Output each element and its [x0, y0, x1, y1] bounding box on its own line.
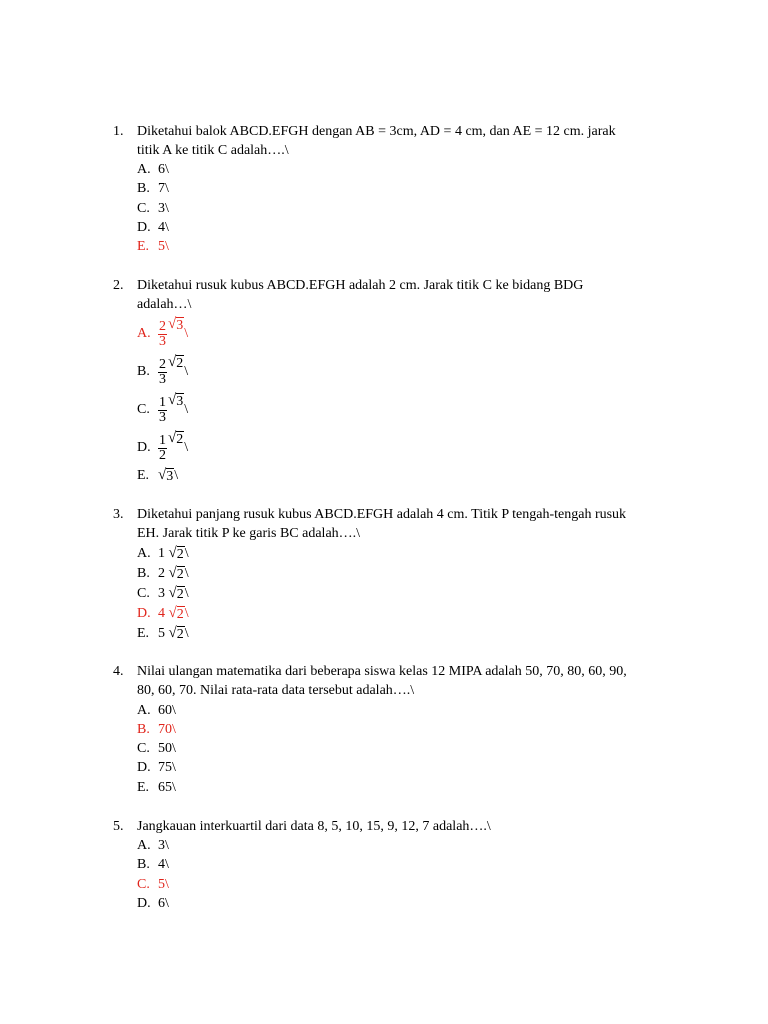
option-value — [158, 315, 188, 353]
option-letter: C. — [137, 402, 150, 417]
radicand: 3 — [176, 318, 184, 333]
radicand: 2 — [176, 547, 184, 562]
square-root — [168, 429, 184, 467]
option-b — [0, 179, 768, 199]
option-letter: B. — [137, 857, 150, 872]
option-letter: B. — [137, 566, 150, 581]
radical-sign-icon: √ — [168, 565, 177, 581]
square-root — [169, 584, 185, 604]
option-value: 75\ — [158, 760, 176, 775]
option-c — [0, 584, 768, 604]
option-e — [0, 466, 768, 486]
option-value: 4\ — [158, 857, 169, 872]
option-letter: E. — [137, 239, 150, 254]
square-root — [169, 564, 185, 584]
question-number: 3. — [113, 507, 124, 522]
option-a — [0, 544, 768, 564]
option-e — [0, 778, 768, 798]
radical-sign-icon: √ — [168, 545, 177, 561]
option-a — [0, 836, 768, 856]
option-value — [158, 466, 178, 486]
radicand: 2 — [176, 567, 184, 582]
option-tail: \ — [174, 468, 179, 484]
square-root — [169, 544, 185, 564]
option-b-correct — [0, 720, 768, 740]
option-letter: D. — [137, 220, 151, 235]
coefficient: 2 — [158, 566, 165, 582]
option-letter: A. — [137, 326, 151, 341]
option-letter: C. — [137, 741, 150, 756]
option-letter: C. — [137, 877, 150, 892]
fraction-denominator: 3 — [159, 409, 166, 425]
option-tail: \ — [184, 364, 189, 379]
coefficient: 4 — [158, 606, 165, 622]
option-tail: \ — [184, 586, 189, 602]
fraction-numerator: 1 — [159, 394, 166, 410]
fraction — [158, 320, 167, 349]
option-value: 3\ — [158, 201, 169, 216]
option-value — [158, 624, 189, 644]
option-c — [0, 199, 768, 219]
option-letter: E. — [137, 780, 150, 795]
fraction-numerator: 2 — [159, 356, 166, 372]
option-letter: B. — [137, 364, 150, 379]
question-number: 2. — [113, 278, 124, 293]
fraction-denominator: 3 — [159, 371, 166, 387]
radical-sign-icon: √ — [158, 467, 167, 483]
option-letter: A. — [137, 703, 151, 718]
option-value: 4\ — [158, 220, 169, 235]
radical-sign-icon: √ — [168, 392, 177, 408]
radical-sign-icon: √ — [168, 625, 177, 641]
option-b — [0, 353, 768, 391]
option-value — [158, 564, 189, 584]
option-letter: A. — [137, 546, 151, 561]
square-root — [169, 604, 185, 624]
radicand: 2 — [176, 587, 184, 602]
option-tail: \ — [184, 606, 189, 622]
option-tail: \ — [184, 402, 189, 417]
option-letter: A. — [137, 162, 151, 177]
option-value — [158, 353, 188, 391]
option-value — [158, 584, 189, 604]
question-text-line-2: titik A ke titik C adalah….\ — [137, 143, 289, 158]
fraction — [158, 434, 167, 463]
radicand: 2 — [176, 607, 184, 622]
fraction — [158, 358, 167, 387]
option-letter: E. — [137, 626, 150, 641]
question-text-line-1: Jangkauan interkuartil dari data 8, 5, 10, 15, 9, 12, 7 adalah….\ — [137, 819, 491, 834]
option-value: 5\ — [158, 877, 169, 892]
option-value — [158, 391, 188, 429]
fraction — [158, 396, 167, 425]
option-a-correct — [0, 315, 768, 353]
option-value: 60\ — [158, 703, 176, 718]
question-text-line-2: 80, 60, 70. Nilai rata-rata data tersebut adalah….\ — [137, 683, 415, 698]
option-d-correct — [0, 604, 768, 624]
option-value: 3\ — [158, 838, 169, 853]
option-letter: E. — [137, 468, 150, 483]
option-b — [0, 855, 768, 875]
option-value — [158, 429, 188, 467]
option-letter: A. — [137, 838, 151, 853]
square-root — [168, 391, 184, 429]
radical-sign-icon: √ — [168, 605, 177, 621]
question-number: 5. — [113, 819, 124, 834]
option-e-correct — [0, 237, 768, 257]
option-tail: \ — [184, 326, 189, 341]
option-value: 7\ — [158, 181, 169, 196]
question-number: 1. — [113, 124, 124, 139]
option-tail: \ — [184, 440, 189, 455]
option-c-correct — [0, 875, 768, 895]
question-text-line-2: adalah…\ — [137, 297, 192, 312]
option-b — [0, 564, 768, 584]
option-e — [0, 624, 768, 644]
coefficient: 1 — [158, 546, 165, 562]
coefficient: 3 — [158, 586, 165, 602]
option-d — [0, 429, 768, 467]
option-letter: B. — [137, 181, 150, 196]
option-c — [0, 739, 768, 759]
option-a — [0, 701, 768, 721]
option-value: 65\ — [158, 780, 176, 795]
radicand: 2 — [176, 432, 184, 447]
option-letter: D. — [137, 606, 151, 621]
fraction-denominator: 2 — [159, 447, 166, 463]
radicand: 2 — [176, 356, 184, 371]
radical-sign-icon: √ — [168, 585, 177, 601]
option-value: 5\ — [158, 239, 169, 254]
option-tail: \ — [184, 566, 189, 582]
square-root — [168, 353, 184, 391]
radicand: 3 — [176, 394, 184, 409]
option-value: 50\ — [158, 741, 176, 756]
question-text-line-2: EH. Jarak titik P ke garis BC adalah….\ — [137, 526, 361, 541]
coefficient: 5 — [158, 626, 165, 642]
radical-sign-icon: √ — [168, 316, 177, 332]
option-tail: \ — [184, 626, 189, 642]
question-text-line-1: Nilai ulangan matematika dari beberapa siswa kelas 12 MIPA adalah 50, 70, 80, 60, 90, — [137, 664, 627, 679]
square-root — [168, 315, 184, 353]
option-c — [0, 391, 768, 429]
square-root — [158, 466, 174, 486]
option-letter: D. — [137, 896, 151, 911]
option-d — [0, 758, 768, 778]
option-letter: B. — [137, 722, 150, 737]
option-value: 6\ — [158, 162, 169, 177]
option-value — [158, 544, 189, 564]
option-letter: C. — [137, 201, 150, 216]
question-text-line-1: Diketahui rusuk kubus ABCD.EFGH adalah 2 cm. Jarak titik C ke bidang BDG — [137, 278, 584, 293]
option-a — [0, 160, 768, 180]
question-text-line-1: Diketahui balok ABCD.EFGH dengan AB = 3cm, AD = 4 cm, dan AE = 12 cm. jarak — [137, 124, 616, 139]
square-root — [169, 624, 185, 644]
radical-sign-icon: √ — [168, 354, 177, 370]
option-d — [0, 218, 768, 238]
option-tail: \ — [184, 546, 189, 562]
option-d — [0, 894, 768, 914]
radical-sign-icon: √ — [168, 430, 177, 446]
fraction-denominator: 3 — [159, 333, 166, 349]
fraction-numerator: 1 — [159, 432, 166, 448]
option-value: 70\ — [158, 722, 176, 737]
fraction-numerator: 2 — [159, 318, 166, 334]
option-letter: D. — [137, 440, 151, 455]
option-value — [158, 604, 189, 624]
option-letter: C. — [137, 586, 150, 601]
question-number: 4. — [113, 664, 124, 679]
option-letter: D. — [137, 760, 151, 775]
radicand: 2 — [176, 627, 184, 642]
option-value: 6\ — [158, 896, 169, 911]
question-text-line-1: Diketahui panjang rusuk kubus ABCD.EFGH adalah 4 cm. Titik P tengah-tengah rusuk — [137, 507, 627, 522]
radicand: 3 — [166, 469, 174, 484]
